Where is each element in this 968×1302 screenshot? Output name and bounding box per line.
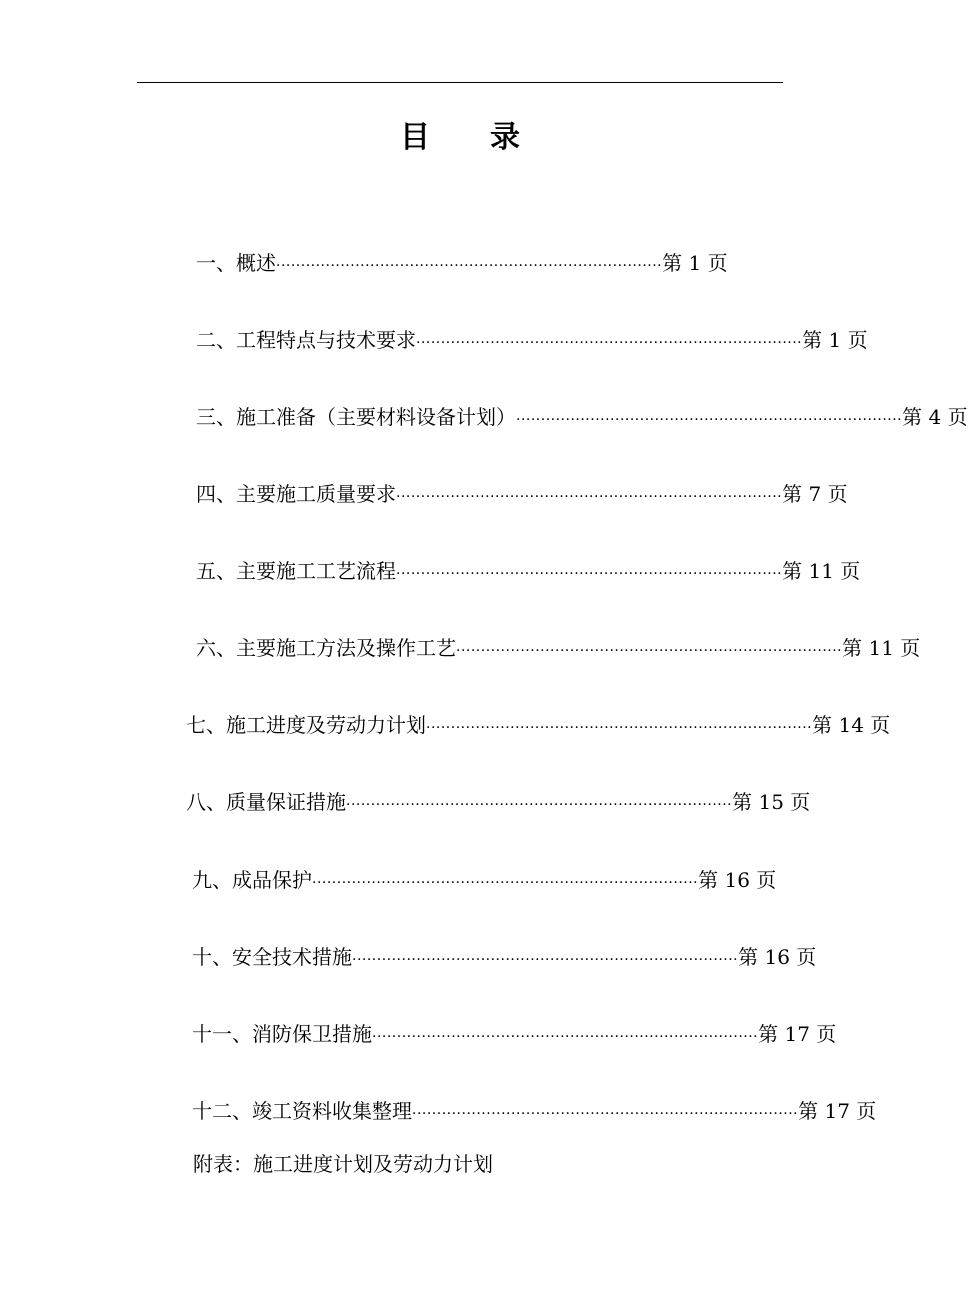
toc-entry-label: 二、工程特点与技术要求 [196, 328, 416, 352]
toc-leader: ·············································································· [412, 1106, 799, 1122]
toc-entry[interactable] [186, 711, 891, 742]
toc-entry-label: 十、安全技术措施 [192, 945, 352, 969]
toc-entry[interactable] [192, 943, 817, 974]
toc-entry-page: 第 1 页 [662, 251, 728, 275]
toc-entry-label: 四、主要施工质量要求 [196, 482, 396, 506]
toc-entry-page: 第 7 页 [782, 482, 848, 506]
title-char-1: 目 [400, 120, 430, 155]
toc-entry-page: 第 11 页 [782, 559, 861, 583]
toc-leader: ·············································································· [396, 489, 783, 505]
toc-entry-label: 一、概述 [196, 251, 276, 275]
toc-entry[interactable] [192, 1097, 877, 1128]
toc-leader: ·············································································· [346, 797, 733, 813]
toc-leader: ·············································································· [416, 335, 803, 351]
toc-leader: ·············································································· [312, 875, 699, 891]
toc-entry[interactable] [192, 866, 777, 897]
header-rule [137, 82, 783, 83]
toc-leader: ·············································································· [352, 952, 739, 968]
toc-entry-label: 八、质量保证措施 [186, 790, 346, 814]
toc-entry[interactable] [196, 557, 861, 588]
toc-entry[interactable] [196, 403, 968, 434]
toc-entry[interactable] [196, 634, 921, 665]
toc-entry-page: 第 1 页 [802, 328, 868, 352]
toc-entry[interactable] [186, 788, 811, 819]
toc-entry-label: 十二、竣工资料收集整理 [192, 1099, 412, 1123]
toc-entry-label: 十一、消防保卫措施 [192, 1022, 372, 1046]
toc-entry-label: 六、主要施工方法及操作工艺 [196, 636, 456, 660]
toc-entry-label: 七、施工进度及劳动力计划 [186, 713, 426, 737]
toc-leader: ·············································································· [426, 720, 813, 736]
toc-entry-page: 第 14 页 [812, 713, 891, 737]
toc-entry[interactable] [192, 1020, 837, 1051]
toc-entry-label: 九、成品保护 [192, 868, 312, 892]
toc-leader: ·············································································· [372, 1029, 759, 1045]
toc-leader: ·············································································· [396, 566, 783, 582]
page-title [0, 112, 920, 156]
toc-leader: ·············································································· [456, 643, 843, 659]
toc-entry-label: 五、主要施工工艺流程 [196, 559, 396, 583]
toc-entry[interactable] [196, 326, 868, 357]
toc-entry-page: 第 16 页 [698, 868, 777, 892]
toc-entry-page: 第 15 页 [732, 790, 811, 814]
toc-entry-page: 第 4 页 [902, 405, 968, 429]
toc-entry[interactable] [196, 480, 848, 511]
toc-leader: ·············································································· [516, 412, 903, 428]
toc-entry[interactable] [196, 249, 728, 280]
toc-entry-page: 第 17 页 [798, 1099, 877, 1123]
toc-entry-label: 三、施工准备（主要材料设备计划） [196, 405, 516, 429]
title-char-2: 录 [490, 120, 520, 155]
toc-entry-page: 第 17 页 [758, 1022, 837, 1046]
toc-entry-page: 第 16 页 [738, 945, 817, 969]
toc-entry-page: 第 11 页 [842, 636, 921, 660]
appendix-note: 附表：施工进度计划及劳动力计划 [193, 1152, 493, 1176]
toc-leader: ·············································································· [276, 258, 663, 274]
